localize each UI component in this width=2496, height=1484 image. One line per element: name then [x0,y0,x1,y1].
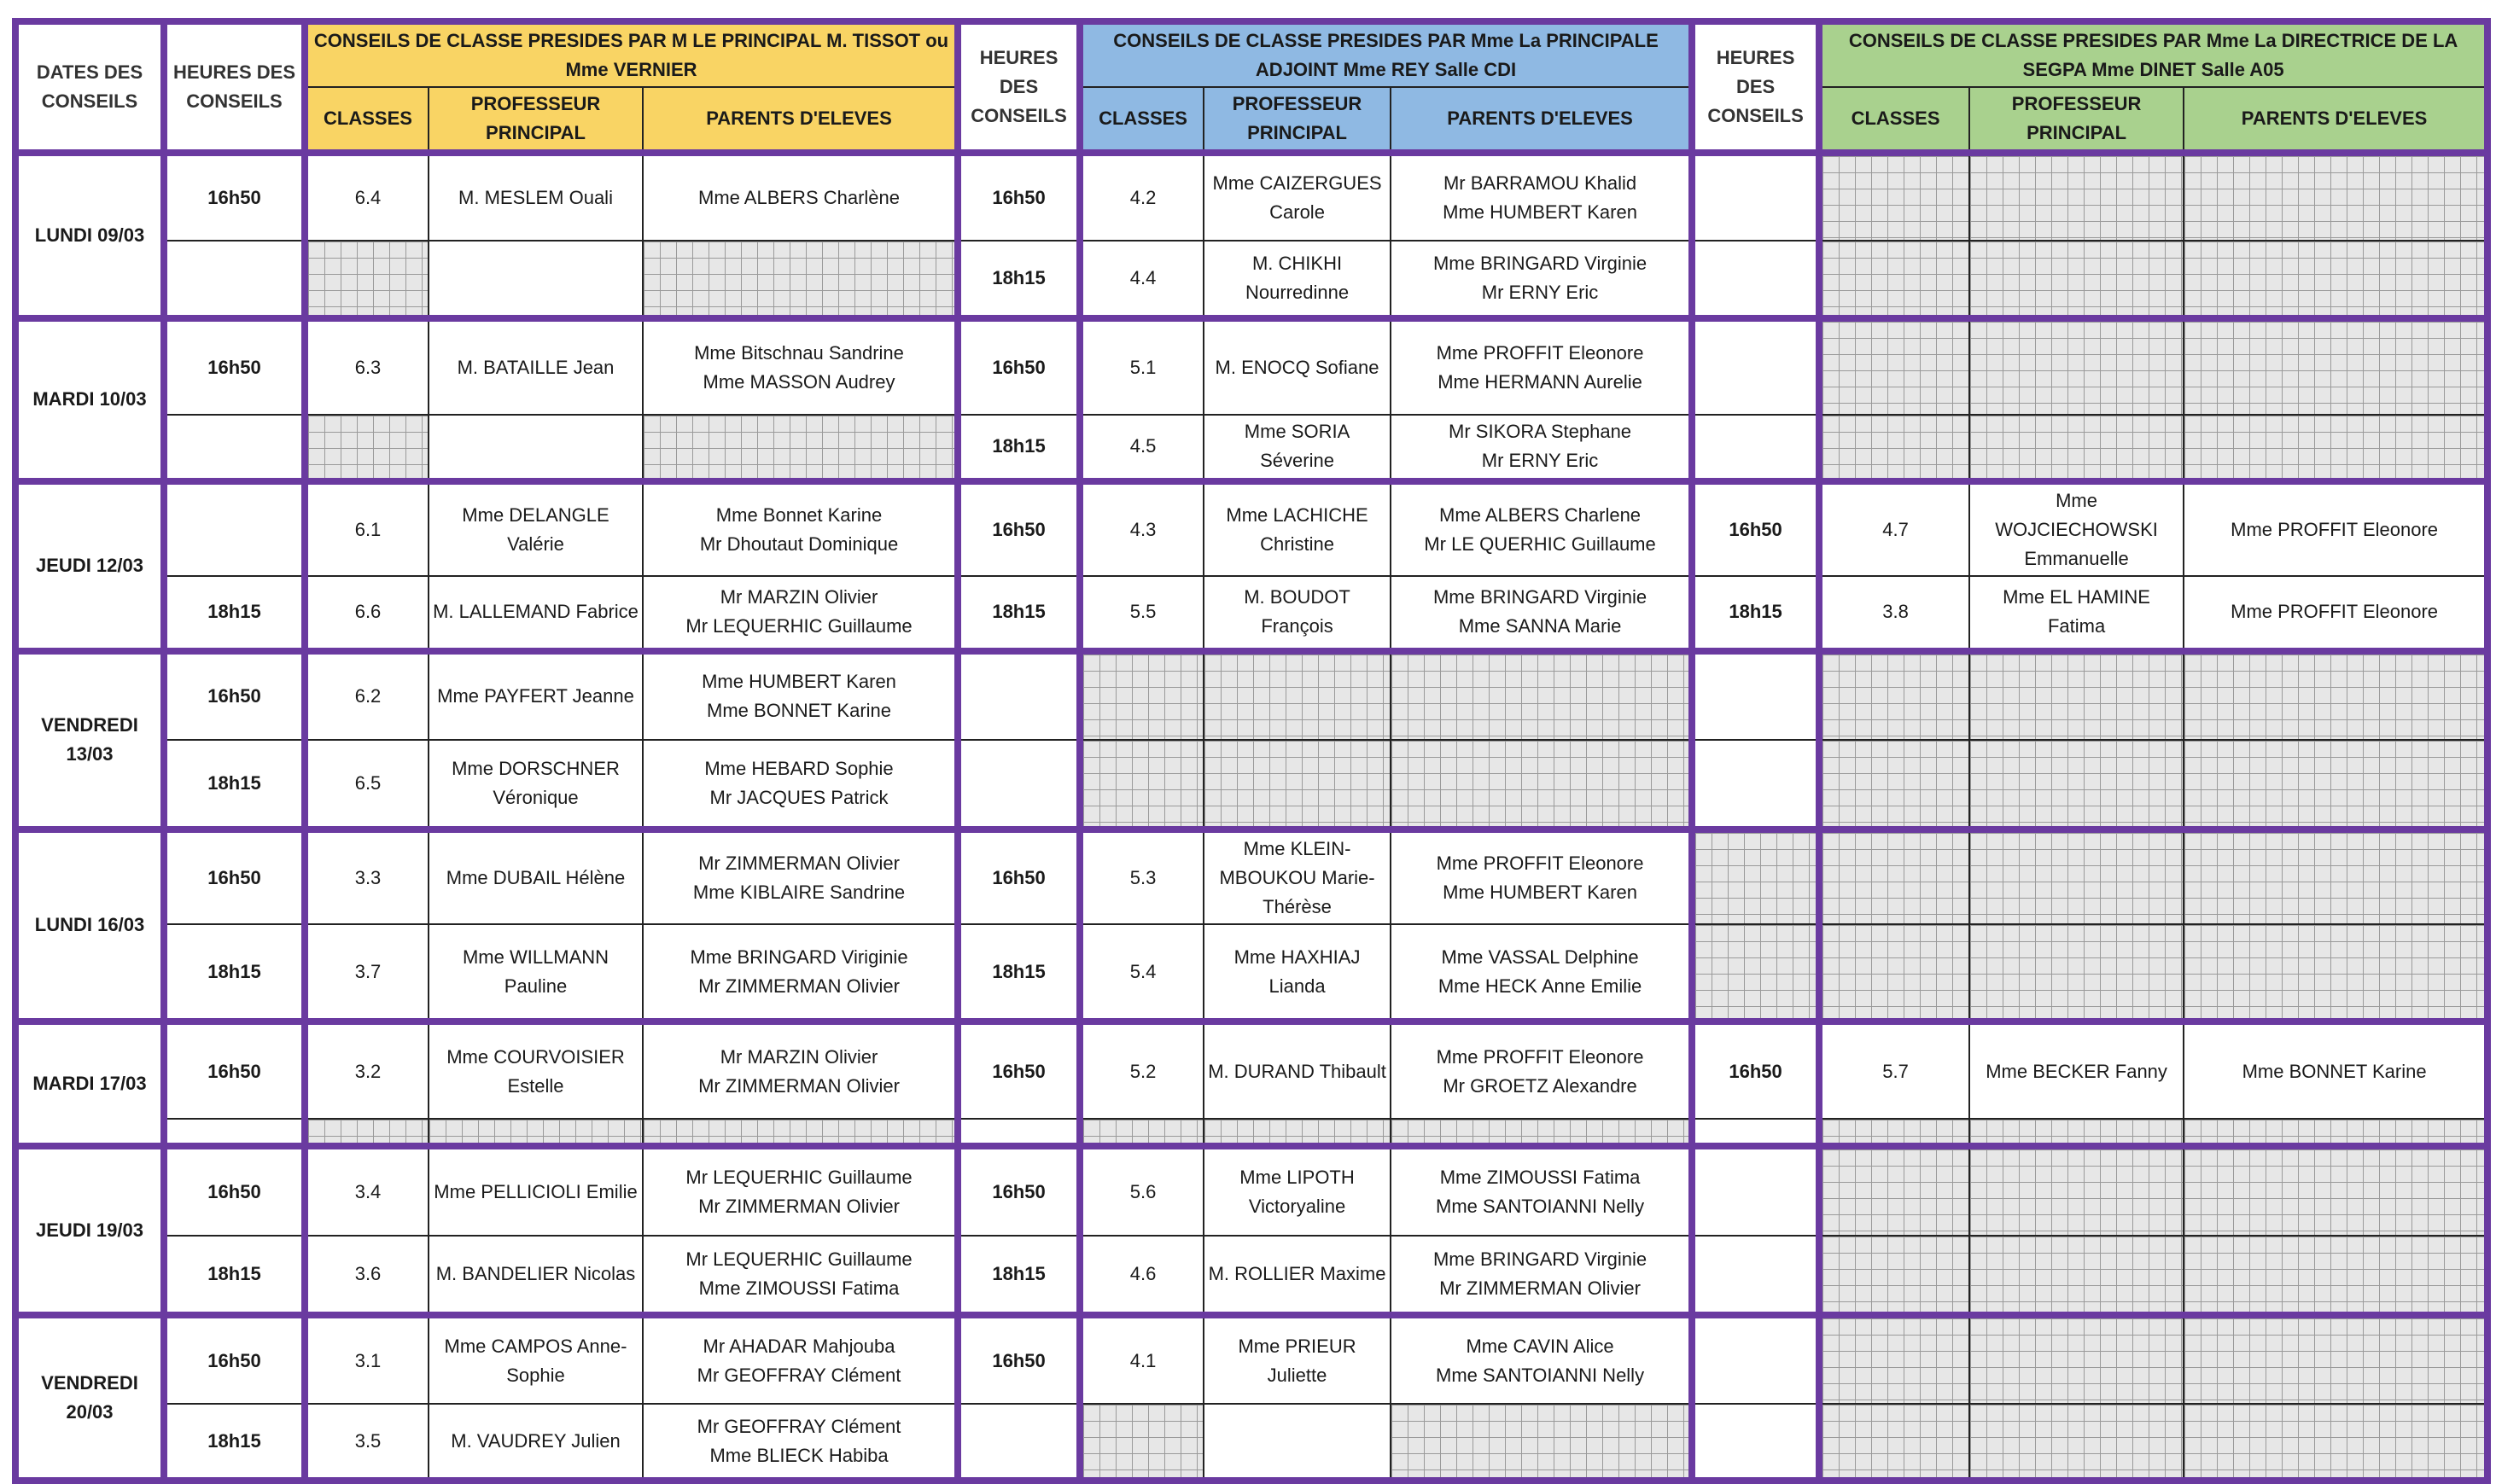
class-1-cell [305,415,429,480]
parents-3-cell [2184,1146,2487,1236]
class-1-cell: 6.4 [305,153,429,241]
prof-3-cell: Mme WOJCIECHOWSKI Emmanuelle [1969,481,2184,576]
parents-2-cell: Mme ALBERS Charlene Mr LE QUERHIC Guillaume [1391,481,1692,576]
prof-2-cell: M. DURAND Thibault [1204,1021,1391,1119]
parents-1-cell: Mr GEOFFRAY Clément Mme BLIECK Habiba [643,1404,958,1481]
prof-1-cell: Mme DELANGLE Valérie [429,481,643,576]
schedule-row [15,651,2487,740]
parents-header-1: PARENTS D'ELEVES [643,87,958,153]
prof-2-cell: Mme LACHICHE Christine [1204,481,1391,576]
class-3-cell [1819,651,1969,740]
parents-3-cell [2184,740,2487,829]
hours-1-cell: 18h15 [164,576,305,651]
hours-header-1: HEURES DES CONSEILS [164,21,305,153]
prof-1-cell [429,1119,643,1146]
day-label: LUNDI 09/03 [15,153,164,318]
prof-2-cell: Mme HAXHIAJ Lianda [1204,924,1391,1021]
prof-2-cell: M. BOUDOT François [1204,576,1391,651]
hours-3-cell [1692,153,1819,241]
parents-2-cell: Mme ZIMOUSSI Fatima Mme SANTOIANNI Nelly [1391,1146,1692,1236]
day-label: VENDREDI 20/03 [15,1315,164,1481]
prof-1-cell [429,241,643,318]
parents-1-cell: Mme Bonnet Karine Mr Dhoutaut Dominique [643,481,958,576]
prof-1-cell: Mme WILLMANN Pauline [429,924,643,1021]
class-2-cell: 4.1 [1080,1315,1204,1404]
prof-3-cell [1969,1236,2184,1315]
prof-2-cell [1204,740,1391,829]
day-label: VENDREDI 13/03 [15,651,164,829]
class-3-cell [1819,829,1969,924]
hours-1-cell: 18h15 [164,1404,305,1481]
hours-2-cell [958,740,1080,829]
prof-1-cell: Mme PELLICIOLI Emilie [429,1146,643,1236]
class-3-cell [1819,924,1969,1021]
schedule-row [15,1236,2487,1315]
parents-1-cell: Mr AHADAR Mahjouba Mr GEOFFRAY Clément [643,1315,958,1404]
hours-1-cell: 16h50 [164,829,305,924]
hours-2-cell: 16h50 [958,318,1080,415]
hours-1-cell: 16h50 [164,1146,305,1236]
prof-3-cell [1969,924,2184,1021]
parents-header-2: PARENTS D'ELEVES [1391,87,1692,153]
class-2-cell: 5.3 [1080,829,1204,924]
parents-3-cell [2184,651,2487,740]
hours-2-cell: 18h15 [958,924,1080,1021]
classes-header-3: CLASSES [1819,87,1969,153]
schedule-row [15,1119,2487,1146]
parents-2-cell: Mme PROFFIT Eleonore Mme HUMBERT Karen [1391,829,1692,924]
class-1-cell: 3.5 [305,1404,429,1481]
hours-1-cell: 18h15 [164,1236,305,1315]
hours-3-cell: 16h50 [1692,1021,1819,1119]
prof-3-cell: Mme BECKER Fanny [1969,1021,2184,1119]
prof-2-cell [1204,651,1391,740]
parents-2-cell: Mme CAVIN Alice Mme SANTOIANNI Nelly [1391,1315,1692,1404]
hours-3-cell [1692,740,1819,829]
day-label: LUNDI 16/03 [15,829,164,1021]
prof-2-cell: Mme KLEIN-MBOUKOU Marie-Thérèse [1204,829,1391,924]
prof-2-cell: Mme PRIEUR Juliette [1204,1315,1391,1404]
parents-1-cell: Mr LEQUERHIC Guillaume Mr ZIMMERMAN Olivier [643,1146,958,1236]
prof-1-cell: Mme COURVOISIER Estelle [429,1021,643,1119]
hours-3-cell: 18h15 [1692,576,1819,651]
hours-1-cell: 16h50 [164,153,305,241]
prof-header-3: PROFESSEUR PRINCIPAL [1969,87,2184,153]
parents-1-cell: Mr LEQUERHIC Guillaume Mme ZIMOUSSI Fatima [643,1236,958,1315]
prof-header-1: PROFESSEUR PRINCIPAL [429,87,643,153]
prof-2-cell: Mme CAIZERGUES Carole [1204,153,1391,241]
parents-3-cell [2184,415,2487,480]
class-1-cell: 3.3 [305,829,429,924]
prof-3-cell [1969,740,2184,829]
schedule-row [15,1146,2487,1236]
class-2-cell [1080,1404,1204,1481]
parents-3-cell [2184,829,2487,924]
prof-3-cell [1969,1146,2184,1236]
hours-3-cell [1692,1146,1819,1236]
prof-1-cell: Mme DORSCHNER Véronique [429,740,643,829]
hours-2-cell [958,1119,1080,1146]
prof-3-cell [1969,829,2184,924]
schedule-row [15,481,2487,576]
class-3-cell [1819,1404,1969,1481]
parents-1-cell: Mme Bitschnau Sandrine Mme MASSON Audrey [643,318,958,415]
parents-header-3: PARENTS D'ELEVES [2184,87,2487,153]
class-1-cell: 3.7 [305,924,429,1021]
hours-3-cell [1692,1236,1819,1315]
hours-1-cell [164,1119,305,1146]
parents-3-cell [2184,924,2487,1021]
class-2-cell: 4.5 [1080,415,1204,480]
prof-2-cell: Mme SORIA Séverine [1204,415,1391,480]
class-3-cell [1819,1146,1969,1236]
class-1-cell [305,241,429,318]
hours-2-cell: 18h15 [958,241,1080,318]
parents-3-cell [2184,318,2487,415]
class-2-cell: 4.3 [1080,481,1204,576]
parents-3-cell [2184,1315,2487,1404]
hours-2-cell: 16h50 [958,1315,1080,1404]
hours-3-cell [1692,241,1819,318]
day-label: JEUDI 19/03 [15,1146,164,1315]
prof-1-cell: Mme CAMPOS Anne-Sophie [429,1315,643,1404]
hours-1-cell: 16h50 [164,318,305,415]
schedule-row [15,318,2487,415]
parents-3-cell: Mme PROFFIT Eleonore [2184,576,2487,651]
prof-1-cell: M. BATAILLE Jean [429,318,643,415]
class-2-cell [1080,740,1204,829]
class-3-cell [1819,415,1969,480]
parents-2-cell: Mme VASSAL Delphine Mme HECK Anne Emilie [1391,924,1692,1021]
prof-3-cell [1969,1315,2184,1404]
hours-header-3: HEURES DES CONSEILS [1692,21,1819,153]
class-3-cell: 3.8 [1819,576,1969,651]
schedule-row [15,1404,2487,1481]
hours-1-cell: 18h15 [164,924,305,1021]
day-label: JEUDI 12/03 [15,481,164,651]
prof-2-cell [1204,1404,1391,1481]
hours-3-cell [1692,651,1819,740]
prof-1-cell: Mme DUBAIL Hélène [429,829,643,924]
prof-1-cell: Mme PAYFERT Jeanne [429,651,643,740]
prof-3-cell [1969,241,2184,318]
prof-2-cell [1204,1119,1391,1146]
parents-1-cell: Mme ALBERS Charlène [643,153,958,241]
parents-2-cell: Mme BRINGARD Virginie Mme SANNA Marie [1391,576,1692,651]
parents-2-cell: Mme BRINGARD Virginie Mr ERNY Eric [1391,241,1692,318]
hours-3-cell [1692,829,1819,924]
parents-2-cell [1391,651,1692,740]
prof-2-cell: M. CHIKHI Nourredinne [1204,241,1391,318]
hours-2-cell: 16h50 [958,1021,1080,1119]
class-3-cell: 5.7 [1819,1021,1969,1119]
day-label: MARDI 17/03 [15,1021,164,1146]
class-2-cell [1080,1119,1204,1146]
parents-1-cell: Mme BRINGARD Viriginie Mr ZIMMERMAN Olivier [643,924,958,1021]
prof-2-cell: Mme LIPOTH Victoryaline [1204,1146,1391,1236]
hours-2-cell: 18h15 [958,576,1080,651]
parents-3-cell [2184,1236,2487,1315]
schedule-row [15,241,2487,318]
hours-2-cell: 18h15 [958,415,1080,480]
class-2-cell [1080,651,1204,740]
hours-1-cell: 18h15 [164,740,305,829]
classes-header-2: CLASSES [1080,87,1204,153]
class-3-cell [1819,241,1969,318]
schedule-row [15,153,2487,241]
prof-1-cell: M. BANDELIER Nicolas [429,1236,643,1315]
parents-1-cell: Mme HUMBERT Karen Mme BONNET Karine [643,651,958,740]
hours-1-cell [164,481,305,576]
class-2-cell: 5.1 [1080,318,1204,415]
hours-header-2: HEURES DES CONSEILS [958,21,1080,153]
class-1-cell: 6.6 [305,576,429,651]
group3-title: CONSEILS DE CLASSE PRESIDES PAR Mme La DIRECTRICE DE LA SEGPA Mme DINET Salle A05 [1819,21,2487,87]
prof-3-cell [1969,1119,2184,1146]
parents-1-cell [643,1119,958,1146]
prof-3-cell: Mme EL HAMINE Fatima [1969,576,2184,651]
header-row-columns [15,87,2487,153]
class-3-cell [1819,153,1969,241]
parents-1-cell: Mme HEBARD Sophie Mr JACQUES Patrick [643,740,958,829]
class-2-cell: 4.6 [1080,1236,1204,1315]
parents-1-cell [643,415,958,480]
parents-2-cell: Mme PROFFIT Eleonore Mr GROETZ Alexandre [1391,1021,1692,1119]
parents-3-cell [2184,241,2487,318]
schedule-row [15,740,2487,829]
classes-header-1: CLASSES [305,87,429,153]
hours-3-cell [1692,1404,1819,1481]
class-1-cell: 6.1 [305,481,429,576]
prof-3-cell [1969,153,2184,241]
parents-3-cell [2184,153,2487,241]
schedule-row [15,576,2487,651]
parents-2-cell [1391,740,1692,829]
hours-3-cell [1692,415,1819,480]
hours-1-cell: 16h50 [164,1315,305,1404]
schedule-row [15,1021,2487,1119]
hours-3-cell [1692,924,1819,1021]
schedule-row [15,924,2487,1021]
parents-2-cell [1391,1404,1692,1481]
parents-2-cell: Mme PROFFIT Eleonore Mme HERMANN Aurelie [1391,318,1692,415]
class-1-cell [305,1119,429,1146]
group1-title: CONSEILS DE CLASSE PRESIDES PAR M LE PRINCIPAL M. TISSOT ou Mme VERNIER [305,21,958,87]
hours-2-cell: 16h50 [958,1146,1080,1236]
hours-2-cell: 18h15 [958,1236,1080,1315]
prof-1-cell: M. MESLEM Ouali [429,153,643,241]
class-2-cell: 5.2 [1080,1021,1204,1119]
class-3-cell [1819,1315,1969,1404]
hours-2-cell: 16h50 [958,481,1080,576]
prof-1-cell [429,415,643,480]
class-2-cell: 5.6 [1080,1146,1204,1236]
class-2-cell: 4.2 [1080,153,1204,241]
class-1-cell: 6.2 [305,651,429,740]
hours-1-cell [164,241,305,318]
class-1-cell: 3.4 [305,1146,429,1236]
prof-2-cell: M. ROLLIER Maxime [1204,1236,1391,1315]
hours-2-cell: 16h50 [958,829,1080,924]
hours-1-cell [164,415,305,480]
parents-1-cell [643,241,958,318]
class-3-cell [1819,740,1969,829]
hours-3-cell: 16h50 [1692,481,1819,576]
class-1-cell: 6.3 [305,318,429,415]
parents-3-cell [2184,1119,2487,1146]
hours-3-cell [1692,1119,1819,1146]
parents-2-cell: Mme BRINGARD Virginie Mr ZIMMERMAN Olivier [1391,1236,1692,1315]
parents-1-cell: Mr ZIMMERMAN Olivier Mme KIBLAIRE Sandrine [643,829,958,924]
class-1-cell: 6.5 [305,740,429,829]
class-1-cell: 3.6 [305,1236,429,1315]
class-3-cell: 4.7 [1819,481,1969,576]
parents-2-cell: Mr SIKORA Stephane Mr ERNY Eric [1391,415,1692,480]
group2-title: CONSEILS DE CLASSE PRESIDES PAR Mme La PRINCIPALE ADJOINT Mme REY Salle CDI [1080,21,1692,87]
hours-2-cell [958,651,1080,740]
hours-3-cell [1692,1315,1819,1404]
prof-3-cell [1969,415,2184,480]
schedule-row [15,1315,2487,1404]
class-1-cell: 3.1 [305,1315,429,1404]
prof-1-cell: M. VAUDREY Julien [429,1404,643,1481]
hours-1-cell: 16h50 [164,651,305,740]
class-3-cell [1819,1236,1969,1315]
class-2-cell: 4.4 [1080,241,1204,318]
prof-header-2: PROFESSEUR PRINCIPAL [1204,87,1391,153]
parents-2-cell: Mr BARRAMOU Khalid Mme HUMBERT Karen [1391,153,1692,241]
schedule-row [15,415,2487,480]
class-3-cell [1819,1119,1969,1146]
hours-3-cell [1692,318,1819,415]
prof-3-cell [1969,318,2184,415]
prof-1-cell: M. LALLEMAND Fabrice [429,576,643,651]
class-2-cell: 5.5 [1080,576,1204,651]
schedule-table [12,18,2491,1484]
parents-3-cell: Mme BONNET Karine [2184,1021,2487,1119]
prof-3-cell [1969,1404,2184,1481]
class-3-cell [1819,318,1969,415]
header-row-titles [15,21,2487,87]
parents-2-cell [1391,1119,1692,1146]
parents-1-cell: Mr MARZIN Olivier Mr ZIMMERMAN Olivier [643,1021,958,1119]
day-label: MARDI 10/03 [15,318,164,480]
prof-2-cell: M. ENOCQ Sofiane [1204,318,1391,415]
schedule-row [15,829,2487,924]
parents-3-cell: Mme PROFFIT Eleonore [2184,481,2487,576]
prof-3-cell [1969,651,2184,740]
hours-2-cell: 16h50 [958,153,1080,241]
hours-2-cell [958,1404,1080,1481]
class-1-cell: 3.2 [305,1021,429,1119]
parents-1-cell: Mr MARZIN Olivier Mr LEQUERHIC Guillaume [643,576,958,651]
parents-3-cell [2184,1404,2487,1481]
hours-1-cell: 16h50 [164,1021,305,1119]
class-2-cell: 5.4 [1080,924,1204,1021]
dates-header: DATES DES CONSEILS [15,21,164,153]
